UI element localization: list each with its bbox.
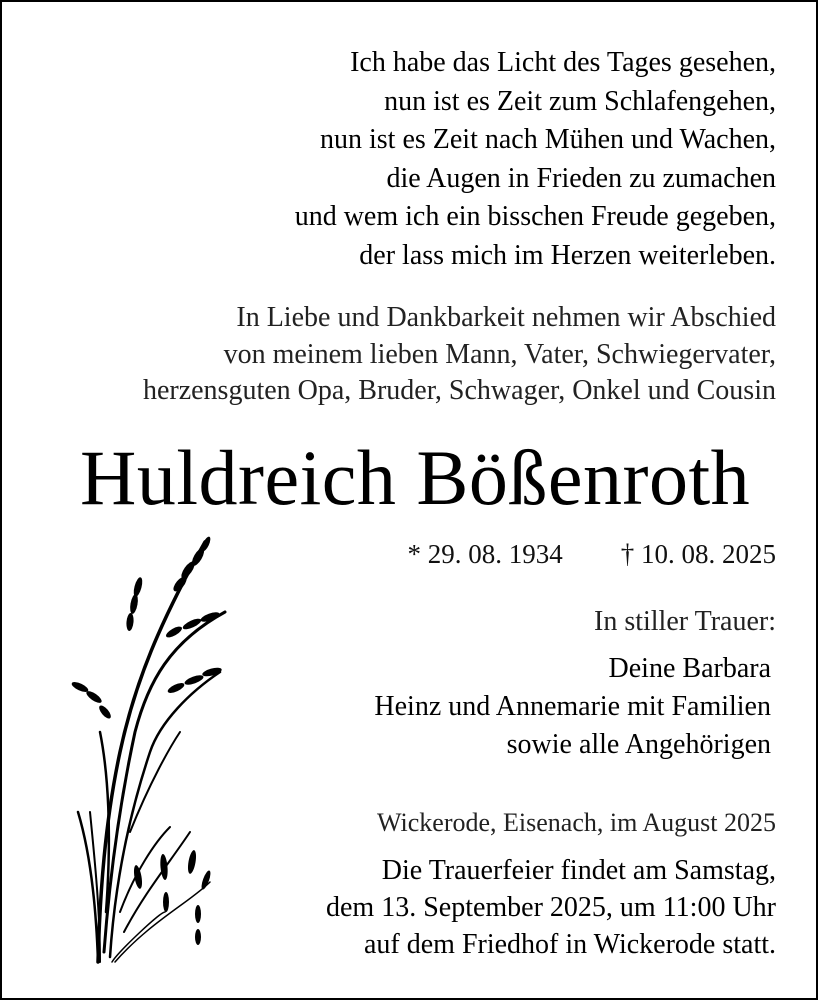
deceased-name: Huldreich Bößenroth	[80, 434, 751, 521]
poem-line: nun ist es Zeit nach Mühen und Wachen,	[319, 124, 776, 155]
intro-line: herzensguten Opa, Bruder, Schwager, Onkel und Cousin	[142, 375, 776, 406]
poem-line: Ich habe das Licht des Tages gesehen,	[350, 47, 776, 78]
life-dates	[408, 537, 777, 571]
funeral-line: Die Trauerfeier findet am Samstag,	[381, 855, 776, 886]
poem	[295, 44, 776, 275]
poem-line: die Augen in Frieden zu zumachen	[386, 162, 776, 194]
funeral-line: dem 13. September 2025, um 11:00 Uhr	[325, 892, 776, 923]
mourners	[374, 650, 771, 764]
grass-ears-icon	[60, 532, 240, 972]
funeral-info	[326, 852, 776, 963]
intro-line: von meinem lieben Mann, Vater, Schwiegervater,	[223, 338, 776, 370]
farewell-intro	[143, 300, 776, 410]
poem-line: und wem ich ein bisschen Freude gegeben,	[294, 201, 776, 232]
funeral-line: auf dem Friedhof in Wickerode statt.	[363, 929, 776, 960]
mourner-line: sowie alle Angehörigen	[506, 729, 771, 760]
death-date: † 10. 08. 2025	[620, 539, 776, 569]
intro-line: In Liebe und Dankbarkeit nehmen wir Abschied	[236, 302, 776, 333]
mourning-heading: In stiller Trauer:	[594, 606, 776, 637]
mourner-line: Deine Barbara	[608, 653, 771, 684]
place-and-date: Wickerode, Eisenach, im August 2025	[377, 808, 776, 837]
mourner-line: Heinz und Annemarie mit Familien	[374, 691, 771, 722]
birth-date: * 29. 08. 1934	[407, 539, 563, 569]
poem-line: der lass mich im Herzen weiterleben.	[359, 239, 776, 271]
poem-line: nun ist es Zeit zum Schlafengehen,	[384, 85, 776, 117]
